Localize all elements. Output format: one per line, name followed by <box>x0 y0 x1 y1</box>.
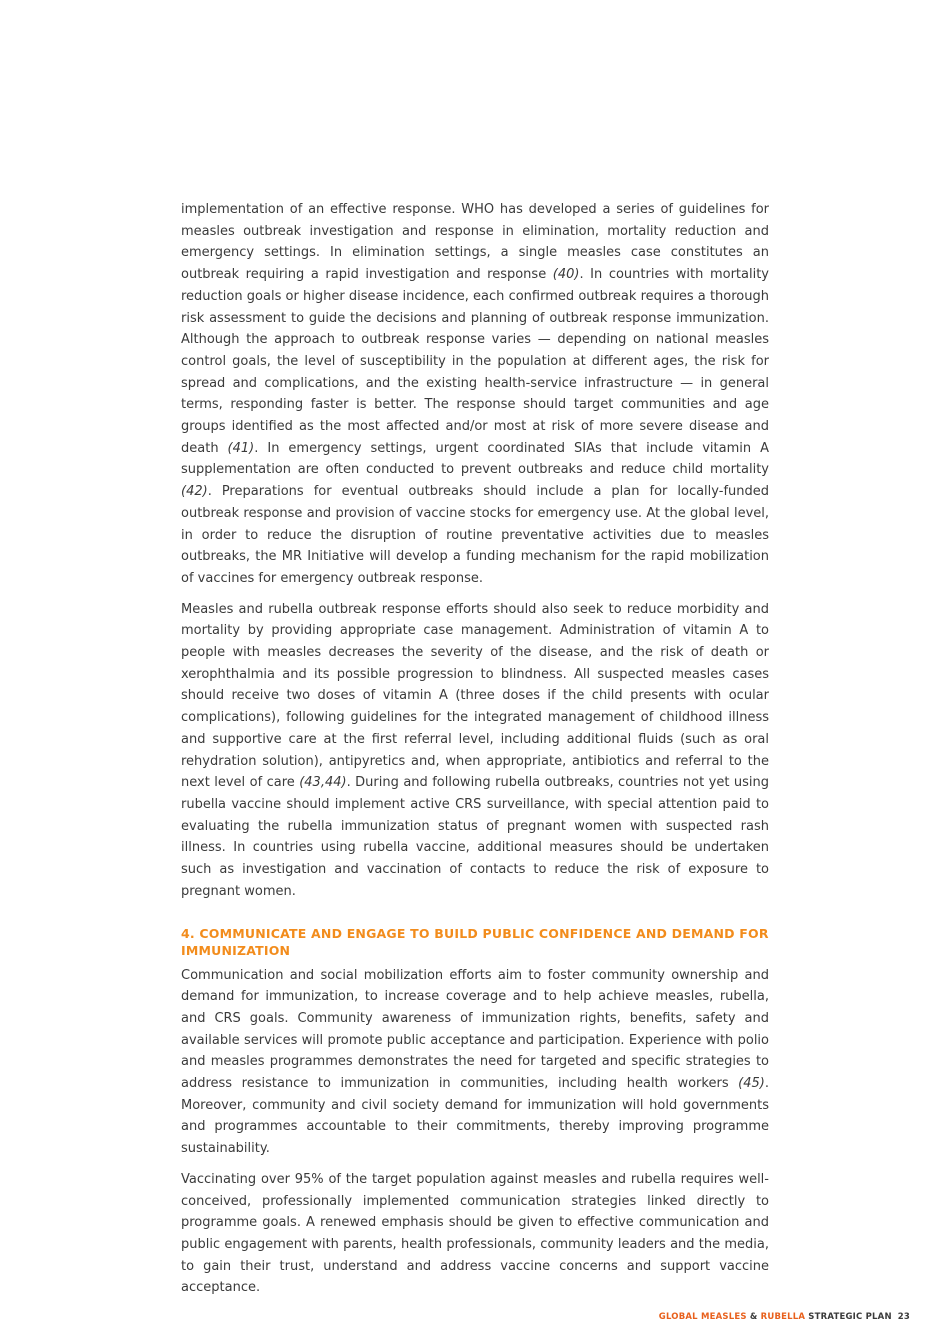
page-number: 23 <box>897 1312 910 1322</box>
footer-title-rubella: RUBELLA <box>760 1312 806 1322</box>
footer-title-ampersand: & <box>746 1312 761 1322</box>
page-footer <box>659 1312 910 1322</box>
text-segment: implementation of an effective response. WHO has developed a series of guidelines for measles outbreak investigation and response in elimination, mortality reduction and emergency settings. In elimination settings, a single measles case constitutes an outbreak requiring a rapid investigation and response <box>181 202 769 283</box>
section-heading: 4. COMMUNICATE AND ENGAGE TO BUILD PUBLIC CONFIDENCE AND DEMAND FOR IMMUNIZATION <box>181 925 769 958</box>
page-body <box>181 199 769 1308</box>
citation-reference: (41) <box>227 440 255 456</box>
footer-title-strategic-plan: STRATEGIC PLAN <box>805 1312 892 1322</box>
text-segment: . Preparations for eventual outbreaks should include a plan for locally-funded outbreak response and provision of vaccine stocks for emergency use. At the global level, in order to reduce the disruption of routine preventative activities due to measles outbreaks, the MR Initiative will develop a funding mechanism for the rapid mobilization of vaccines for emergency outbreak response. <box>181 484 769 586</box>
text-segment: . In countries with mortality reduction goals or higher disease incidence, each confirmed outbreak requires a thorough risk assessment to guide the decisions and planning of outbreak response immunization. Although the approach to outbreak response varies — depending on national measles control goals, the level of susceptibility in the population at different ages, the risk for spread and complications, and the existing health-service infrastructure — in general terms, responding faster is better. The response should target communities and age groups identified as the most affected and/or most at risk of more severe disease and death <box>181 267 770 456</box>
text-segment: . Moreover, community and civil society demand for immunization will hold governments and programmes accountable to their commitments, thereby improving programme sustainability. <box>181 1076 769 1157</box>
paragraph-communication <box>181 965 769 1160</box>
text-segment: Vaccinating over 95% of the target population against measles and rubella requires well-conceived, professionally implemented communication strategies linked directly to programme goals. A renewed emphasis should be given to effective communication and public engagement with parents, health professionals, community leaders and the media, to gain their trust, understand and address vaccine concerns and support vaccine acceptance. <box>181 1171 769 1296</box>
text-segment: Measles and rubella outbreak response efforts should also seek to reduce morbidity and mortality by providing appropriate case management. Administration of vitamin A to people with measles decreases the severity of the disease, and the risk of death or xerophthalmia and its possible progression to blindness. All suspected measles cases should receive two doses of vitamin A (three doses if the child presents with ocular complications), following guidelines for the integrated management of childhood illness and supportive care at the first referral level, including additional fluids (such as oral rehydration solution), antipyretics and, when appropriate, antibiotics and referral to the next level of care <box>181 601 769 791</box>
text-segment: . In emergency settings, urgent coordinated SIAs that include vitamin A supplementation are often conducted to prevent outbreaks and reduce child mortality <box>181 440 769 478</box>
paragraph-case-management <box>181 599 769 903</box>
paragraph-vaccination-coverage <box>181 1169 769 1299</box>
citation-reference: (43,44) <box>299 775 347 791</box>
paragraph-outbreak-response <box>181 199 769 590</box>
text-segment: . During and following rubella outbreaks, countries not yet using rubella vaccine should implement active CRS surveillance, with special attention paid to evaluating the rubella immunization status of pregnant women with suspected rash illness. In countries using rubella vaccine, additional measures should be undertaken such as investigation and vaccination of contacts to reduce the risk of exposure to pregnant women. <box>181 775 769 899</box>
citation-reference: (45) <box>738 1076 765 1092</box>
citation-reference: (42) <box>181 484 208 500</box>
footer-title-measles: GLOBAL MEASLES <box>658 1312 747 1322</box>
text-segment: Communication and social mobilization efforts aim to foster community ownership and demand for immunization, to increase coverage and to help achieve measles, rubella, and CRS goals. Community awareness of immunization rights, benefits, safety and available services will promote public acceptance and participation. Experience with polio and measles programmes demonstrates the need for targeted and specific strategies to address resistance to immunization in communities, including health workers <box>181 967 769 1092</box>
citation-reference: (40) <box>552 267 580 283</box>
